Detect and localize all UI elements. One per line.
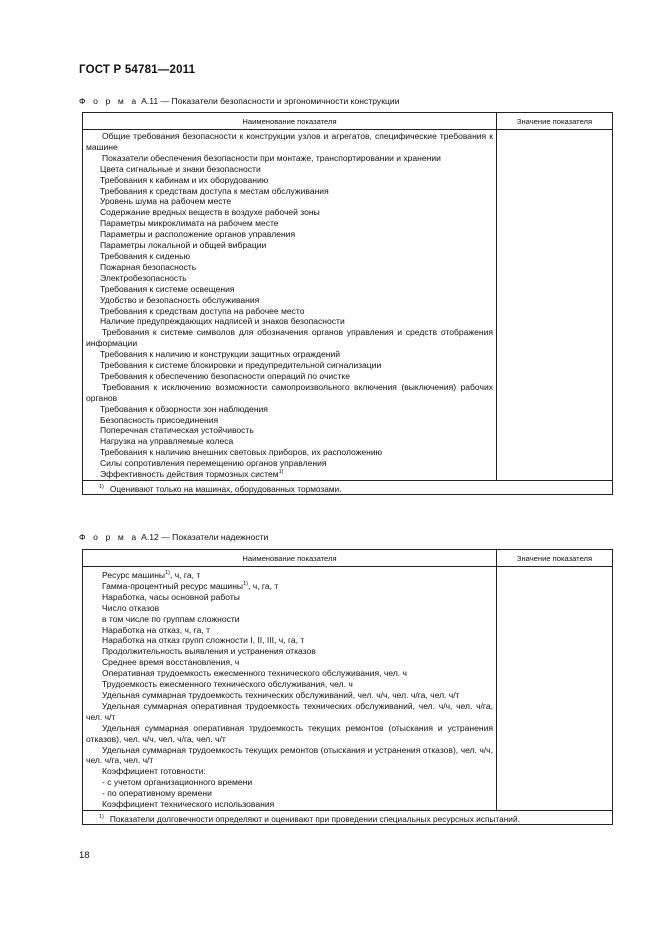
a12-row-gamma-resource [86,581,493,592]
a11-row: Пожарная безопасность [100,261,197,272]
form-a12-col-value: Значение показателя [516,553,593,563]
a11-row: Требования к средствам доступа к местам обслуживания [100,185,329,196]
a11-row: Требования к исключению возможности самопроизвольного включения (выключения) рабочих органов [86,381,493,403]
footnote-ref: 1) [278,469,284,476]
form-a12-values-cell [497,567,612,810]
form-a12-caption-text: А.12 — Показатели надежности [138,532,269,542]
a11-row: Требования к обзорности зон наблюдения [100,403,268,414]
form-a11-names-cell [83,130,497,480]
form-a11-caption [79,96,400,106]
a12-row: Удельная суммарная оперативная трудоемкость технических обслуживаний, чел. ч/ч, чел. ч/га, чел. ч/т [86,700,493,722]
a12-row: Коэффициент технического использования [102,799,275,810]
form-a11-table [82,112,613,495]
a12-row-resource-text: Ресурс машины [102,570,166,580]
footnote-text: Оценивают только на машинах, оборудованных тормозами. [109,484,342,494]
footnote-mark: 1) [99,484,104,490]
a11-row: Требования к сиденью [100,250,190,261]
form-a12-footnote [83,811,612,824]
a11-row: Нагрузка на управляемые колеса [100,436,234,447]
page-number: 18 [79,850,90,861]
a12-row: Наработка на отказ групп сложности I, II, III, ч, га, т [102,635,305,646]
footnote-ref: 1) [165,570,170,576]
a11-row: Параметры локальной и общей вибрации [100,240,267,251]
form-a11-col-value: Значение показателя [516,116,593,126]
a11-row: Электробезопасность [100,272,187,283]
a12-row-resource-units: , ч, га, т [169,570,201,580]
a11-row: Параметры и расположение органов управления [100,229,296,240]
form-a11-body [83,130,612,481]
a12-row-gamma-text: Гамма-процентный ресурс машины [102,580,244,591]
a12-row: - с учетом организационного времени [102,777,253,788]
a12-row: Трудоемкость ежесменного технического обслуживания, чел. ч [102,679,353,690]
form-a11-values-cell [497,130,612,480]
form-a11-col-name: Наименование показателя [83,113,497,129]
a12-row: Наработка, часы основной работы [102,591,240,602]
form-a11-caption-text: А.11 — Показатели безопасности и эргономичности конструкции [138,96,400,106]
a12-row: Удельная суммарная трудоемкость технических обслуживаний, чел. ч/ч, чел. ч/га, чел. ч/т [102,689,460,700]
a11-row: Требования к системе блокировки и предупредительной сигнализации [100,360,382,371]
a11-row: Требования к системе освещения [100,283,235,294]
a12-row: Коэффициент готовности: [102,766,206,777]
form-a12-names-cell [83,567,497,810]
footnote-text: Показатели долговечности определяют и оценивают при проведении специальных ресурсных испытаний. [109,813,520,824]
a11-row: Безопасность присоединения [100,414,219,425]
a11-row: Требования к обеспечению безопасности операций по очистке [100,370,350,381]
form-a12-caption [79,532,268,542]
a12-row-gamma-units: , ч, га, т [247,580,279,591]
footnote-ref: 1) [243,580,248,587]
a12-row: Среднее время восстановления, ч [102,657,240,668]
a11-row: Поперечная статическая устойчивость [100,425,254,436]
a12-row: Удельная суммарная трудоемкость текущих ремонтов (отыскания и устранения отказов), чел. ч/ч, чел. ч/га, чел. ч/т [86,744,493,766]
a11-row: Удобство и безопасность обслуживания [100,294,260,305]
a11-row: Силы сопротивления перемещению органов управления [100,458,327,469]
a11-row-braking-text: Эффективность действия тормозных систем [100,469,279,480]
footnote-mark: 1) [99,813,104,820]
a11-row: Параметры микроклимата на рабочем месте [100,218,279,229]
form-a12-col-name: Наименование показателя [83,550,497,566]
a11-row: Показатели обеспечения безопасности при монтаже, транспортировании и хранении [102,152,441,163]
a12-row: в том числе по группам сложности [102,613,240,624]
a12-row: Оперативная трудоемкость ежесменного технического обслуживания, чел. ч [102,668,408,679]
form-a11-header [83,113,612,130]
a11-row: Требования к наличию внешних световых приборов, их расположению [100,447,383,458]
a12-row: - по оперативному времени [102,788,212,799]
a12-row: Число отказов [102,602,160,613]
a11-row-braking [86,469,493,480]
a12-row: Удельная суммарная оперативная трудоемкость текущих ремонтов (отыскания и устранения отказов), чел. ч/ч, чел. ч/га, чел. ч/т [86,722,493,744]
a11-row: Требования к системе символов для обозначения органов управления и средств отображения информации [86,327,493,349]
a11-row: Требования к средствам доступа на рабочее место [100,305,305,316]
a11-row: Требования к кабинам и их оборудованию [100,174,269,185]
document-title: ГОСТ Р 54781—2011 [79,64,196,76]
a11-row: Наличие предупреждающих надписей и знаков безопасности [100,316,345,327]
a11-row: Цвета сигнальные и знаки безопасности [100,163,261,174]
a11-row: Требования к наличию и конструкции защитных ограждений [100,349,340,360]
a11-row: Общие требования безопасности к конструкции узлов и агрегатов, специфические требования к машине [86,131,493,152]
a11-row: Уровень шума на рабочем месте [100,196,232,207]
form-a11-footnote [83,481,612,494]
form-a12-caption-prefix: Ф о р м а [79,532,139,542]
form-a12-table [82,549,613,825]
a12-row: Наработка на отказ, ч, га, т [102,624,210,635]
form-a11-caption-prefix: Ф о р м а [79,96,139,106]
form-a12-header [83,550,612,567]
a12-row: Продолжительность выявления и устранения отказов [102,646,316,657]
a11-row: Содержание вредных веществ в воздухе рабочей зоны [100,207,320,218]
a12-row-resource [86,570,493,581]
form-a12-body [83,567,612,811]
